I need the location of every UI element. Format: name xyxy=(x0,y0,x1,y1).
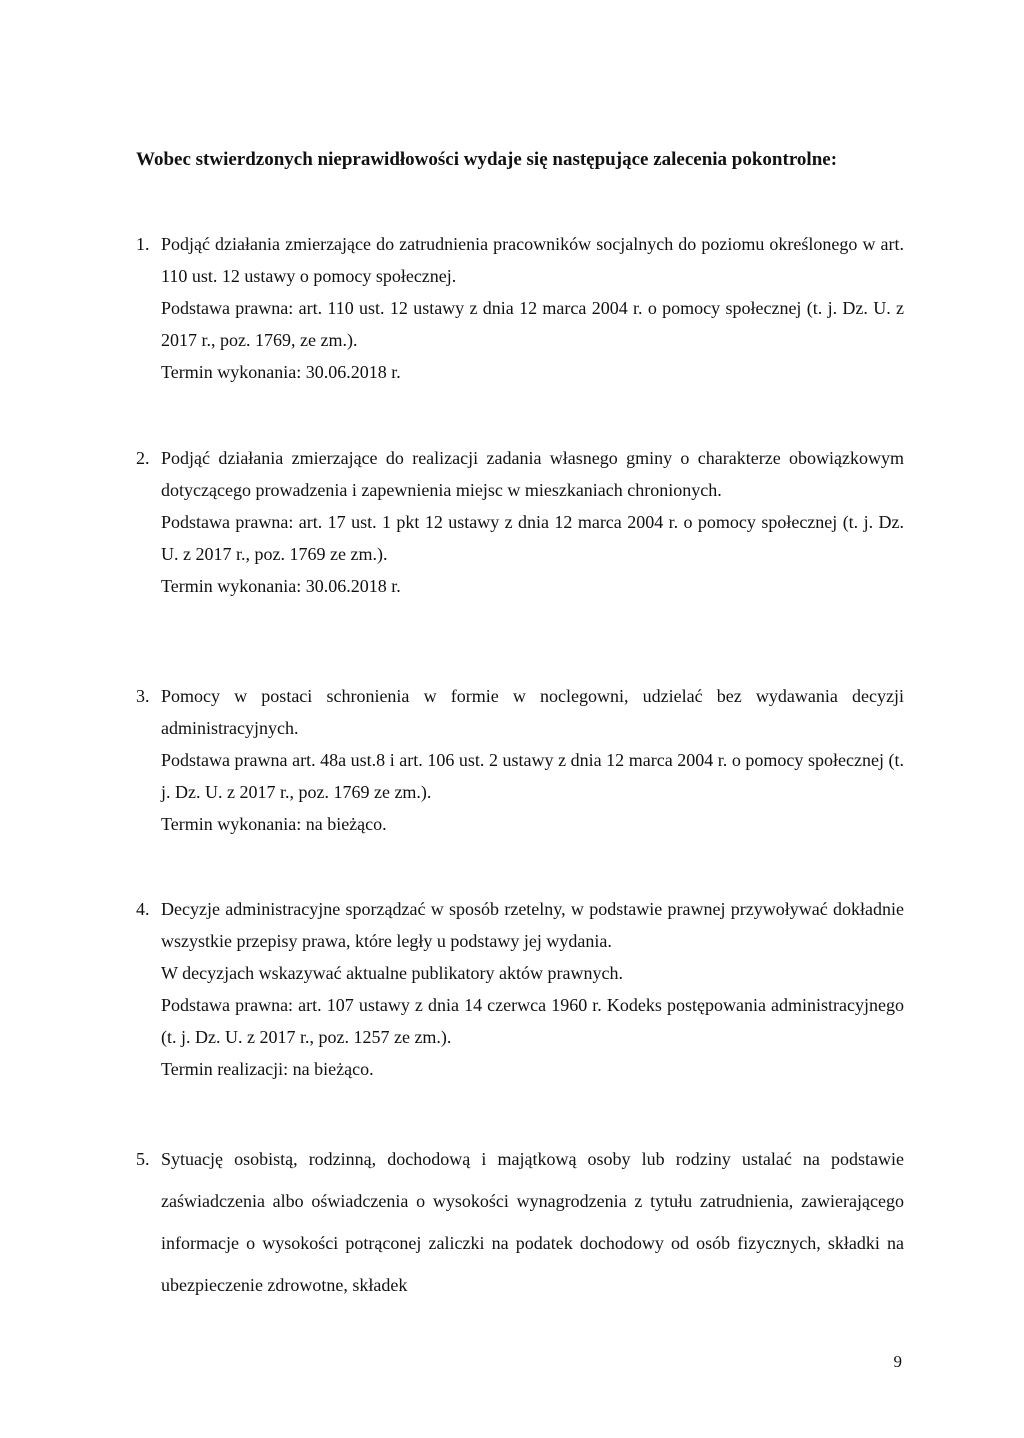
item-number: 4. xyxy=(136,899,150,919)
item-number: 1. xyxy=(136,234,150,254)
deadline: Termin wykonania: 30.06.2018 r. xyxy=(161,362,401,382)
recommendation-item-1 xyxy=(136,228,904,388)
item-text: Podjąć działania zmierzające do realizacji zadania własnego gminy o charakterze obowiązkowym dotyczącego prowadzenia i zapewnienia miejsc w mieszkaniach chronionych. xyxy=(161,448,904,500)
item-number: 5. xyxy=(136,1149,150,1169)
legal-basis: Podstawa prawna art. 48a ust.8 i art. 106 ust. 2 ustawy z dnia 12 marca 2004 r. o pomocy społecznej (t. j. Dz. U. z 2017 r., poz. 1769 ze zm.). xyxy=(161,750,904,802)
legal-basis: Podstawa prawna: art. 107 ustawy z dnia 14 czerwca 1960 r. Kodeks postępowania administracyjnego (t. j. Dz. U. z 2017 r., poz. 1257 ze zm.). xyxy=(161,995,904,1047)
deadline: Termin wykonania: na bieżąco. xyxy=(161,814,387,834)
recommendation-item-3 xyxy=(136,680,904,840)
item-text: Pomocy w postaci schronienia w formie w noclegowni, udzielać bez wydawania decyzji administracyjnych. xyxy=(161,686,904,738)
recommendation-item-5 xyxy=(136,1138,904,1306)
section-heading: Wobec stwierdzonych nieprawidłowości wydaje się następujące zalecenia pokontrolne: xyxy=(136,149,838,170)
item-text: Sytuację osobistą, rodzinną, dochodową i majątkową osoby lub rodziny ustalać na podstawie zaświadczenia albo oświadczenia o wysokości wynagrodzenia z tytułu zatrudnienia, zawierającego informacje o wysokości potrąconej zaliczki na podatek dochodowy od osób fizycznych, składki na ubezpieczenie zdrowotne, składek xyxy=(161,1149,904,1295)
item-number: 3. xyxy=(136,686,150,706)
recommendation-item-4 xyxy=(136,893,904,1085)
item-text: Decyzje administracyjne sporządzać w sposób rzetelny, w podstawie prawnej przywoływać dokładnie wszystkie przepisy prawa, które legły u podstawy jej wydania. xyxy=(161,899,904,951)
item-text: Podjąć działania zmierzające do zatrudnienia pracowników socjalnych do poziomu określonego w art. 110 ust. 12 ustawy o pomocy społecznej. xyxy=(161,234,904,286)
legal-basis: Podstawa prawna: art. 17 ust. 1 pkt 12 ustawy z dnia 12 marca 2004 r. o pomocy społecznej (t. j. Dz. U. z 2017 r., poz. 1769 ze zm.). xyxy=(161,512,904,564)
deadline: Termin realizacji: na bieżąco. xyxy=(161,1059,374,1079)
deadline: Termin wykonania: 30.06.2018 r. xyxy=(161,576,401,596)
recommendation-item-2 xyxy=(136,442,904,602)
page-number: 9 xyxy=(893,1352,902,1371)
legal-basis: Podstawa prawna: art. 110 ust. 12 ustawy z dnia 12 marca 2004 r. o pomocy społecznej (t. j. Dz. U. z 2017 r., poz. 1769, ze zm.). xyxy=(161,298,904,350)
item-number: 2. xyxy=(136,448,150,468)
item-text-continued: W decyzjach wskazywać aktualne publikatory aktów prawnych. xyxy=(161,963,623,983)
